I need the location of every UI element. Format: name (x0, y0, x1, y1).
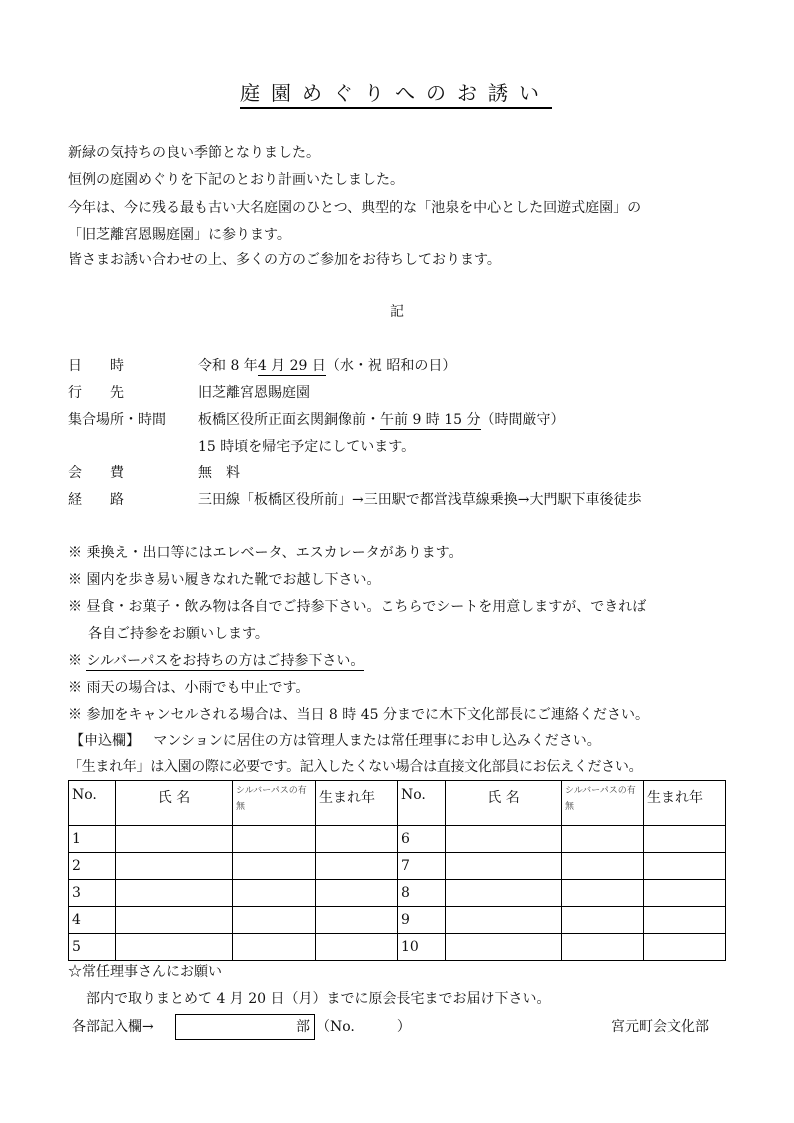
name-cell[interactable] (446, 826, 562, 853)
table-row (69, 934, 726, 961)
request-text: 部内で取りまとめて 4 月 20 日（月）までに原会長宅までお届け下さい。 (86, 991, 551, 1007)
note-mark: ※ (68, 680, 82, 696)
note-item (68, 570, 380, 590)
name-cell[interactable] (116, 907, 233, 934)
date-underlined: 4 月 29 日 (257, 358, 326, 374)
note-item (68, 678, 309, 698)
header-silverpass: シルバーパスの有無 (233, 781, 316, 826)
intro-line: 「旧芝離宮恩賜庭園」に参ります。 (68, 227, 291, 243)
intro-line: 新緑の気持ちの良い季節となりました。 (68, 145, 320, 161)
entry-unit: 部 (296, 1019, 310, 1035)
table-row (69, 853, 726, 880)
silverpass-cell[interactable] (233, 853, 316, 880)
meeting-line2: 15 時頃を帰宅予定にしています。 (198, 439, 416, 455)
name-cell[interactable] (116, 826, 233, 853)
silverpass-cell[interactable] (233, 934, 316, 961)
name-cell[interactable] (116, 880, 233, 907)
birthyear-cell[interactable] (644, 880, 726, 907)
name-cell[interactable] (116, 853, 233, 880)
fee-label: 会 費 (68, 465, 124, 481)
application-table (68, 780, 726, 961)
department-entry-box[interactable] (175, 1014, 315, 1040)
note-text: 雨天の場合は、小雨でも中止です。 (86, 680, 310, 696)
table-header-row (69, 781, 726, 826)
organization-name: 宮元町会文化部 (611, 1019, 709, 1035)
date-prefix: 令和 8 年 (198, 358, 258, 374)
row-no: 1 (69, 826, 116, 853)
detail-destination (68, 383, 310, 403)
meeting-label: 集合場所・時間 (68, 412, 166, 428)
date-label: 日 時 (68, 358, 124, 374)
table-row (69, 907, 726, 934)
meeting-prefix: 板橋区役所正面玄関銅像前・ (198, 412, 380, 428)
row-no: 3 (69, 880, 116, 907)
request-heading: ☆常任理事さんにお願い (68, 964, 222, 980)
application-heading: 【申込欄】 (70, 733, 140, 749)
silverpass-cell[interactable] (562, 907, 644, 934)
meeting-underlined: 午前 9 時 15 分 (380, 412, 481, 428)
birthyear-cell[interactable] (316, 907, 398, 934)
detail-date (68, 356, 456, 376)
row-no: 10 (398, 934, 446, 961)
header-birthyear: 生まれ年 (316, 781, 398, 826)
note-mark: ※ (68, 572, 82, 588)
note-text: 昼食・お菓子・飲み物は各自でご持参下さい。こちらでシートを用意しますが、できれば (86, 599, 647, 615)
detail-meeting (68, 410, 565, 430)
header-silverpass: シルバーパスの有無 (562, 781, 644, 826)
row-no: 2 (69, 853, 116, 880)
header-name: 氏 名 (446, 781, 562, 826)
note-text-underlined: シルバーパスをお持ちの方はご持参下さい。 (86, 653, 365, 669)
birthyear-cell[interactable] (316, 853, 398, 880)
note-mark: ※ (68, 599, 82, 615)
row-no: 6 (398, 826, 446, 853)
silverpass-cell[interactable] (562, 826, 644, 853)
no-label: （No. ） (316, 1019, 411, 1035)
intro-line: 皆さまお誘い合わせの上、多くの方のご参加をお待ちしております。 (68, 252, 501, 268)
birthyear-cell[interactable] (644, 853, 726, 880)
ki-heading: 記 (390, 304, 404, 320)
note-item (68, 705, 649, 725)
silverpass-cell[interactable] (233, 880, 316, 907)
row-no: 7 (398, 853, 446, 880)
route-label: 経 路 (68, 492, 124, 508)
document-title: 庭園めぐりへのお誘い (240, 80, 552, 109)
birthyear-cell[interactable] (316, 880, 398, 907)
meeting-suffix: （時間厳守） (480, 412, 565, 428)
route-value: 三田線「板橋区役所前」→三田駅で都営浅草線乗換→大門駅下車後徒歩 (198, 492, 642, 508)
birthyear-cell[interactable] (644, 934, 726, 961)
silverpass-cell[interactable] (562, 880, 644, 907)
note-mark: ※ (68, 707, 82, 723)
silverpass-cell[interactable] (233, 826, 316, 853)
name-cell[interactable] (446, 853, 562, 880)
note-mark: ※ (68, 653, 82, 669)
note-text: 園内を歩き易い履きなれた靴でお越し下さい。 (86, 572, 381, 588)
note-continuation: 各自ご持参をお願いします。 (88, 626, 269, 642)
application-text2: 「生まれ年」は入園の際に必要です。記入したくない場合は直接文化部員にお伝えください。 (68, 759, 643, 775)
row-no: 4 (69, 907, 116, 934)
table-row (69, 826, 726, 853)
row-no: 5 (69, 934, 116, 961)
intro-line: 恒例の庭園めぐりを下記のとおり計画いたしました。 (68, 172, 404, 188)
note-item (68, 651, 364, 671)
detail-route (68, 490, 641, 510)
birthyear-cell[interactable] (644, 907, 726, 934)
name-cell[interactable] (446, 934, 562, 961)
header-no: No. (69, 781, 116, 826)
destination-label: 行 先 (68, 385, 124, 401)
header-birthyear: 生まれ年 (644, 781, 726, 826)
application-text: マンションに居住の方は管理人または常任理事にお申し込みください。 (153, 733, 601, 749)
name-cell[interactable] (446, 907, 562, 934)
entry-label: 各部記入欄→ (72, 1019, 154, 1035)
destination-value: 旧芝離宮恩賜庭園 (198, 385, 310, 401)
birthyear-cell[interactable] (644, 826, 726, 853)
header-no: No. (398, 781, 446, 826)
row-no: 8 (398, 880, 446, 907)
name-cell[interactable] (446, 880, 562, 907)
silverpass-cell[interactable] (233, 907, 316, 934)
application-line (70, 731, 601, 751)
fee-value: 無 料 (198, 465, 240, 481)
note-item (68, 543, 463, 563)
intro-line: 今年は、今に残る最も古い大名庭園のひとつ、典型的な「池泉を中心とした回遊式庭園」の (68, 200, 642, 216)
birthyear-cell[interactable] (316, 826, 398, 853)
date-suffix: （水・祝 昭和の日） (325, 358, 457, 374)
note-item (68, 597, 646, 617)
note-text: 参加をキャンセルされる場合は、当日 8 時 45 分までに木下文化部長にご連絡ください。 (86, 707, 649, 723)
row-no: 9 (398, 907, 446, 934)
header-name: 氏 名 (116, 781, 233, 826)
name-cell[interactable] (116, 934, 233, 961)
birthyear-cell[interactable] (316, 934, 398, 961)
table-row (69, 880, 726, 907)
detail-fee (68, 463, 240, 483)
note-mark: ※ (68, 545, 82, 561)
silverpass-cell[interactable] (562, 934, 644, 961)
note-text: 乗換え・出口等にはエレベータ、エスカレータがあります。 (86, 545, 463, 561)
silverpass-cell[interactable] (562, 853, 644, 880)
